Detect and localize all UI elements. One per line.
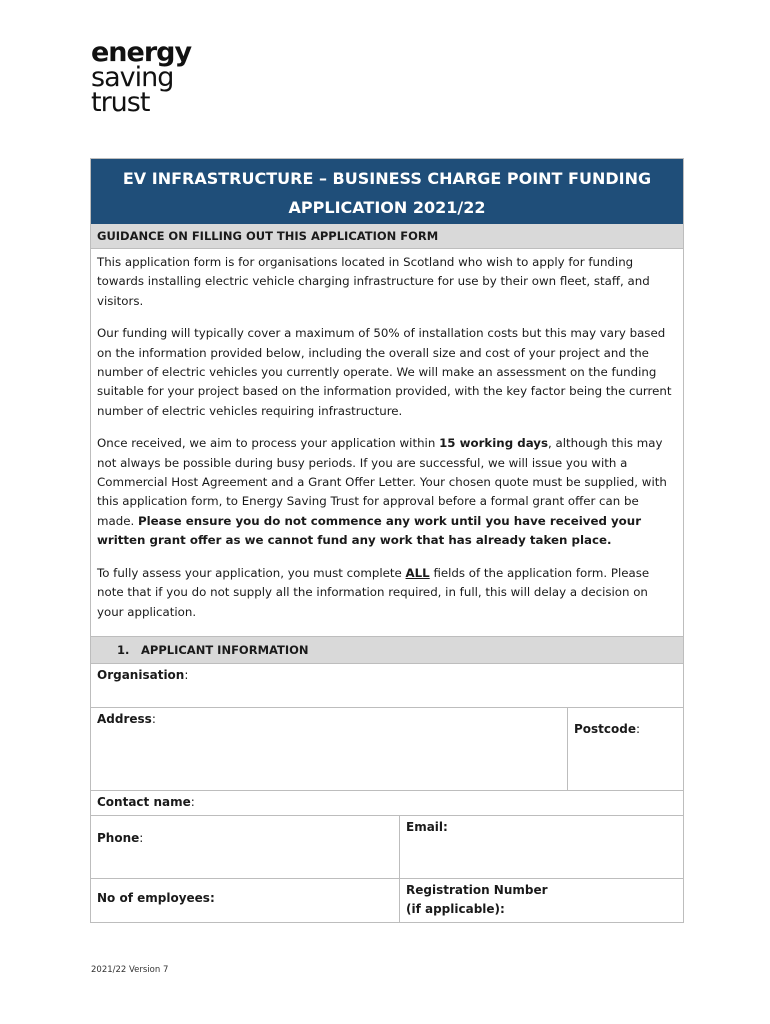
logo-line-saving: saving xyxy=(91,62,174,93)
energy-saving-trust-logo xyxy=(91,37,192,118)
version-footer: 2021/22 Version 7 xyxy=(91,965,169,975)
postcode-label: Postcode xyxy=(574,721,637,736)
guidance-text xyxy=(91,249,683,636)
p3-bold-warning: Please ensure you do not commence any work until you have received your written grant offer as we cannot fund any work that has already taken place. xyxy=(97,513,642,548)
phone-field[interactable]: Phone: xyxy=(97,830,144,845)
p4-text-c: fields of the application form. Please note that if you do not supply all the information required, in full, this will delay a decision on your application. xyxy=(97,565,650,619)
postcode-field[interactable]: Postcode: xyxy=(567,708,683,790)
phone-label: Phone xyxy=(97,830,140,845)
logo-line-trust: trust xyxy=(91,87,150,118)
contact-name-field[interactable]: Contact name: xyxy=(97,794,195,809)
p4-text-a: To fully assess your application, you must complete xyxy=(97,565,406,580)
address-row xyxy=(91,708,683,791)
logo-line-energy: energy xyxy=(91,37,192,68)
guidance-paragraph-2: Our funding will typically cover a maximum of 50% of installation costs but this may vary based on the information provided below, including the overall size and cost of your project and the number of electric vehicles you currently operate. We will make an assessment on the funding suitable for your project based on the information provided, with the key factor being the current number of electric vehicles requiring infrastructure. xyxy=(97,326,672,418)
form-title xyxy=(91,159,683,224)
employees-registration-row xyxy=(91,879,683,923)
section-title: APPLICANT INFORMATION xyxy=(141,642,309,657)
application-form xyxy=(90,158,684,923)
email-field[interactable] xyxy=(399,816,683,878)
organisation-field[interactable]: Organisation: xyxy=(97,667,189,682)
p3-text-c: , although this may not always be possible during busy periods. If you are successful, we will issue you with a Commercial Host Agreement and a Grant Offer Letter. Your chosen quote must be supplied, with this application form, to Energy Saving Trust for approval before a formal grant offer can be made. xyxy=(97,436,667,528)
contact-name-row xyxy=(91,791,683,816)
p3-text-a: Once received, we aim to process your application within xyxy=(97,436,440,451)
guidance-heading: GUIDANCE ON FILLING OUT THIS APPLICATION FORM xyxy=(91,224,683,249)
contact-name-label: Contact name xyxy=(97,794,191,809)
phone-email-row xyxy=(91,816,683,879)
form-title-line1: EV INFRASTRUCTURE – BUSINESS CHARGE POINT FUNDING xyxy=(122,169,652,188)
address-field[interactable]: Address: xyxy=(97,711,156,726)
section-applicant-information xyxy=(91,636,683,664)
p4-underlined-all: ALL xyxy=(405,565,430,580)
employees-label: No of employees: xyxy=(97,890,215,905)
organisation-label: Organisation xyxy=(97,667,185,682)
guidance-paragraph-3 xyxy=(97,434,677,550)
section-number: 1. xyxy=(117,642,130,657)
address-label: Address xyxy=(97,711,152,726)
registration-label: Registration Number xyxy=(406,882,548,897)
organisation-row xyxy=(91,664,683,708)
guidance-paragraph-4 xyxy=(97,564,677,622)
registration-sublabel: (if applicable): xyxy=(406,901,505,916)
p3-bold-days: 15 working days xyxy=(439,436,549,451)
form-title-line2: APPLICATION 2021/22 xyxy=(288,198,486,217)
registration-field[interactable] xyxy=(399,879,683,922)
guidance-paragraph-1: This application form is for organisations located in Scotland who wish to apply for funding towards installing electric vehicle charging infrastructure for use by their own fleet, staff, and visitors. xyxy=(97,255,650,308)
employees-field[interactable] xyxy=(91,879,399,922)
email-label: Email: xyxy=(406,819,448,834)
